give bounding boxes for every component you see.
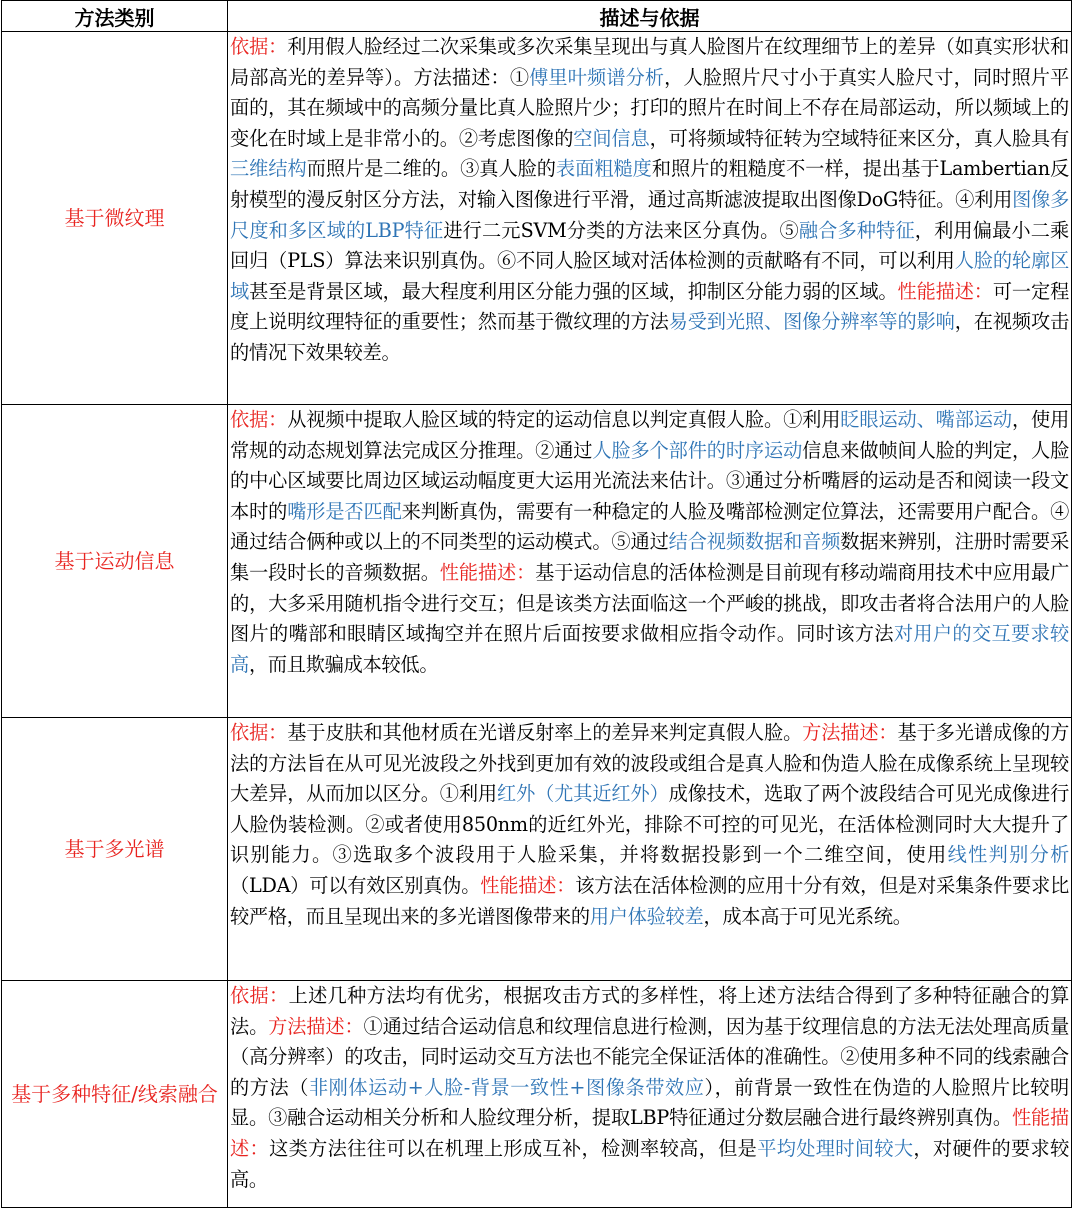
section-label: 依据： [230, 408, 288, 431]
key-term: 非刚体运动+人脸-背景一致性+图像条带效应 [308, 1075, 705, 1099]
key-term: 图像多尺度和多区域的LBP特征 [230, 187, 1070, 242]
section-label: 依据： [230, 721, 288, 744]
description-cell [228, 405, 1072, 718]
section-label: 方法描述： [802, 721, 898, 744]
table-row [2, 718, 1072, 981]
description-text: ，可将频域特征转为空域特征来区分，真人脸具有 [649, 126, 1070, 150]
section-label: 性能描述： [230, 1106, 1069, 1160]
table-row [2, 32, 1072, 405]
description-text: 信息来做帧间人脸的判定，人脸的中心区域要比周边区域运动幅度更大运用光流法来估计。③通过分析嘴唇的运动是否和阅读一段文本时的 [230, 438, 1070, 523]
key-term: 空间信息 [573, 126, 650, 150]
header-row [2, 1, 1072, 32]
description-cell [228, 981, 1072, 1208]
description-text: ，使用常规的动态规划算法完成区分推理。②通过 [230, 408, 1070, 462]
category-cell: 基于微纹理 [2, 32, 228, 405]
description-cell [228, 32, 1072, 405]
key-term: 对用户的交互要求较高 [230, 622, 1069, 676]
methods-table [1, 0, 1072, 1208]
description-text: ，人脸照片尺寸小于真实人脸尺寸，同时照片平面的，其在频域中的高频分量比真人脸照片少；打印的照片在时间上不存在局部运动，所以频域上的变化在时域上是非常小的。②考虑图像的 [230, 65, 1069, 150]
description-text: 基于运动信息的活体检测是目前现有移动端商用技术中应用最广的，大多采用随机指令进行交互；但是该类方法面临这一个严峻的挑战，即攻击者将合法用户的人脸图片的嘴部和眼睛区域掏空并在照片后面按要求做相应指令动作。同时该方法 [230, 560, 1070, 646]
description-text: 可一定程度上说明纹理特征的重要性；然而基于微纹理的方法 [230, 279, 1070, 334]
key-term: 人脸多个部件的时序运动 [592, 438, 803, 462]
description-text: ，对硬件的要求较高。 [230, 1136, 1070, 1191]
description-text: ），前背景一致性在伪造的人脸照片比较明显。③融合运动相关分析和人脸纹理分析，提取LBP特征通过分数层融合进行最终辨别真伪。 [230, 1075, 1069, 1130]
category-cell: 基于多种特征/线索融合 [2, 981, 228, 1208]
description-text: 上述几种方法均有优劣，根据攻击方式的多样性，将上述方法结合得到了多种特征融合的算法。 [230, 984, 1070, 1038]
description-text: 利用假人脸经过二次采集或多次采集呈现出与真人脸图片在纹理细节上的差异（如真实形状和局部高光的差异等）。方法描述：① [230, 35, 1070, 89]
key-term: 嘴形是否匹配 [287, 499, 402, 523]
section-label: 性能描述： [897, 279, 993, 303]
description-text: 而照片是二维的。③真人脸的 [306, 157, 556, 181]
key-term: 易受到光照、图像分辨率等的影响 [668, 310, 955, 334]
key-term: 人脸的轮廓区域 [230, 249, 1070, 303]
category-cell: 基于多光谱 [2, 718, 228, 981]
description-text: 从视频中提取人脸区域的特定的运动信息以判定真假人脸。①利用 [287, 408, 841, 431]
key-term: 表面粗糙度 [555, 157, 652, 181]
header-description: 描述与依据 [228, 1, 1072, 32]
description-text: ，利用偏最小二乘回归（PLS）算法来识别真伪。⑥不同人脸区域对活体检测的贡献略有不同，可以利用 [230, 218, 1069, 273]
key-term: 红外（尤其近红外） [497, 782, 669, 806]
description-cell [228, 718, 1072, 981]
description-text: 甚至是背景区域，最大程度利用区分能力强的区域，抑制区分能力弱的区域。 [249, 279, 898, 303]
section-label: 依据： [230, 984, 289, 1007]
key-term: 眨眼运动、嘴部运动 [840, 408, 1012, 431]
description-text: 数据来辨别，注册时需要采集一段时长的音频数据。 [230, 530, 1070, 584]
description-text: 和照片的粗糙度不一样，提出基于Lambertian反射模型的漫反射区分方法，对输入图像进行平滑，通过高斯滤波提取出图像DoG特征。④利用 [230, 157, 1070, 211]
section-label: 性能描述： [480, 873, 576, 897]
description-text: 基于多光谱成像的方法的方法旨在从可见光波段之外找到更加有效的波段或组合是真人脸和伪造人脸在成像系统上呈现较大差异，从而加以区分。①利用 [230, 721, 1070, 806]
description-text: （LDA）可以有效区别真伪。 [230, 873, 481, 897]
description-text: ，而且欺骗成本较低。 [248, 652, 439, 676]
section-label: 性能描述： [439, 560, 536, 584]
description-text: 该方法在活体检测的应用十分有效，但是对采集条件要求比较严格，而且呈现出来的多光谱图像带来的 [230, 873, 1070, 928]
key-term: 用户体验较差 [589, 904, 704, 928]
key-term: 平均处理时间较大 [757, 1136, 914, 1160]
description-text: ①通过结合运动信息和纹理信息进行检测，因为基于纹理信息的方法无法处理高质量（高分辨率）的攻击，同时运动交互方法也不能完全保证活体的准确性。②使用多种不同的线索融合的方法（ [230, 1014, 1070, 1099]
description-text: ，成本高于可见光系统。 [703, 904, 912, 928]
section-label: 方法描述： [268, 1014, 364, 1038]
category-cell: 基于运动信息 [2, 405, 228, 718]
description-text: 这类方法往往可以在机理上形成互补，检测率较高，但是 [269, 1136, 758, 1160]
key-term: 融合多种特征 [798, 218, 915, 242]
table-row [2, 405, 1072, 718]
header-category: 方法类别 [2, 1, 228, 32]
description-text: 基于皮肤和其他材质在光谱反射率上的差异来判定真假人脸。 [287, 721, 803, 744]
description-text: 进行二元SVM分类的方法来区分真伪。⑤ [443, 218, 799, 242]
section-label: 依据： [230, 35, 288, 58]
description-text: ，在视频攻击的情况下效果较差。 [230, 310, 1070, 364]
key-term: 线性判别分析 [947, 843, 1070, 867]
key-term: 三维结构 [230, 157, 307, 181]
description-text: 来判断真伪，需要有一种稳定的人脸及嘴部检测定位算法，还需要用户配合。④通过结合俩种或以上的不同类型的运动模式。⑤通过 [230, 499, 1070, 554]
key-term: 结合视频数据和音频 [668, 530, 841, 554]
table-row [2, 981, 1072, 1208]
description-text: 成像技术，选取了两个波段结合可见光成像进行人脸伪装检测。②或者使用850nm的近红外光，排除不可控的可见光，在活体检测同时大大提升了识别能力。③选取多个波段用于人脸采集，并将数据投影到一个二维空间，使用 [230, 782, 1070, 867]
key-term: 傅里叶频谱分析 [529, 65, 665, 89]
